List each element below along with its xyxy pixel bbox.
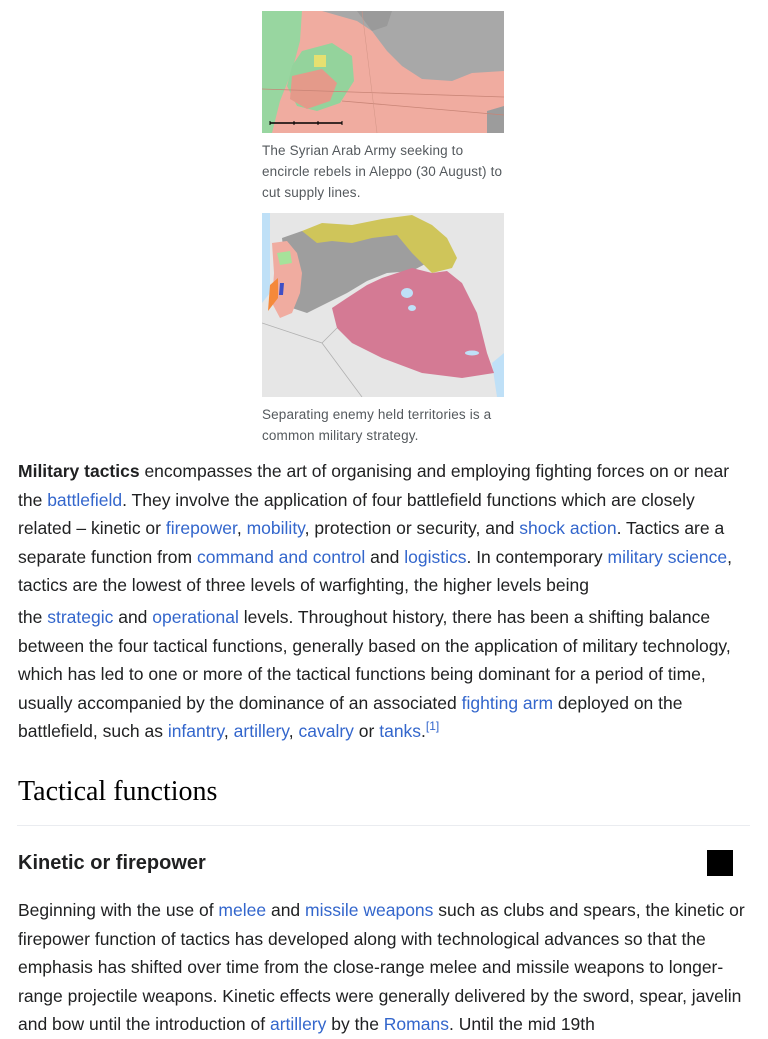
subsection-heading-kinetic[interactable]: Kinetic or firepower bbox=[18, 852, 206, 874]
link-firepower[interactable]: firepower bbox=[165, 518, 237, 539]
text: . They involve the application of four battlefield functions which are closely related – kinetic or bbox=[18, 489, 695, 539]
text: encompasses the art of organising and employing fighting forces on or near the bbox=[18, 461, 730, 510]
collapse-toggle-icon[interactable] bbox=[707, 850, 733, 876]
intro-paragraph-1 bbox=[18, 457, 750, 600]
figure-caption: The Syrian Arab Army seeking to encircle rebels in Aleppo (30 August) to cut supply lines. bbox=[262, 143, 503, 200]
link-melee[interactable]: melee bbox=[218, 900, 267, 920]
text: and bbox=[365, 546, 405, 567]
text: deployed on the battlefield, such as bbox=[18, 692, 683, 742]
link-logistics[interactable]: logistics bbox=[404, 546, 467, 567]
text: . Until the mid 19th bbox=[448, 1014, 595, 1035]
link-artillery[interactable]: artillery bbox=[233, 721, 289, 742]
link-romans[interactable]: Romans bbox=[383, 1014, 449, 1035]
text: the bbox=[18, 607, 48, 627]
section-divider bbox=[17, 825, 750, 826]
figure-territories-map bbox=[262, 213, 504, 446]
link-mobility[interactable]: mobility bbox=[246, 518, 305, 539]
text: and bbox=[266, 900, 306, 920]
link-cavalry[interactable]: cavalry bbox=[298, 721, 354, 742]
link-command-and-control[interactable]: command and control bbox=[196, 546, 366, 567]
text: , bbox=[223, 721, 234, 742]
territories-map-image[interactable] bbox=[262, 213, 504, 397]
link-operational[interactable]: operational bbox=[152, 607, 239, 627]
link-shock-action[interactable]: shock action bbox=[519, 518, 617, 539]
text: by the bbox=[326, 1014, 384, 1035]
link-tanks[interactable]: tanks bbox=[379, 721, 422, 742]
link-infantry[interactable]: infantry bbox=[167, 721, 224, 742]
kinetic-paragraph bbox=[18, 896, 750, 1039]
reference-link[interactable]: [1] bbox=[425, 719, 440, 734]
territories-map-graphic bbox=[262, 213, 504, 397]
text: , protection or security, and bbox=[304, 518, 520, 539]
text: or bbox=[353, 721, 380, 742]
figure-caption: Separating enemy held territories is a common military strategy. bbox=[262, 407, 492, 443]
text: . bbox=[421, 721, 426, 742]
text: levels. Throughout history, there has been a shifting balance between the four tactical functions, generally based on the application of military technology, which has led to one or more of the tactical functions being dominant for a period of time, usually accompanied by the dominance of an associated bbox=[18, 607, 731, 713]
link-missile-weapons[interactable]: missile weapons bbox=[305, 900, 434, 920]
text: , bbox=[236, 518, 247, 539]
link-strategic[interactable]: strategic bbox=[47, 607, 114, 627]
link-artillery[interactable]: artillery bbox=[269, 1014, 327, 1035]
aleppo-map-image[interactable] bbox=[262, 11, 504, 133]
text: and bbox=[113, 607, 153, 627]
link-military-science[interactable]: military science bbox=[607, 546, 728, 567]
figure-aleppo-map bbox=[262, 11, 504, 203]
link-battlefield[interactable]: battlefield bbox=[47, 489, 123, 510]
intro-paragraph-2 bbox=[18, 603, 750, 746]
bold-term: Military tactics bbox=[18, 461, 140, 481]
text: Beginning with the use of bbox=[18, 900, 219, 920]
text: , bbox=[288, 721, 299, 742]
text: . In contemporary bbox=[466, 546, 608, 567]
section-heading-tactical-functions: Tactical functions bbox=[18, 776, 218, 807]
link-fighting-arm[interactable]: fighting arm bbox=[461, 692, 554, 713]
text: , tactics are the lowest of three levels of warfighting, the higher levels being bbox=[18, 546, 733, 596]
text: . Tactics are a separate function from bbox=[18, 518, 725, 567]
aleppo-map-graphic bbox=[262, 11, 504, 133]
text: such as clubs and spears, the kinetic or firepower function of tactics has developed along with technological advances so that the emphasis has shifted over time from the close-range melee and missile weapons to longer-range projectile weapons. Kinetic effects were generally delivered by the sword, spear, javelin and bow until the introduction of bbox=[18, 900, 745, 1035]
